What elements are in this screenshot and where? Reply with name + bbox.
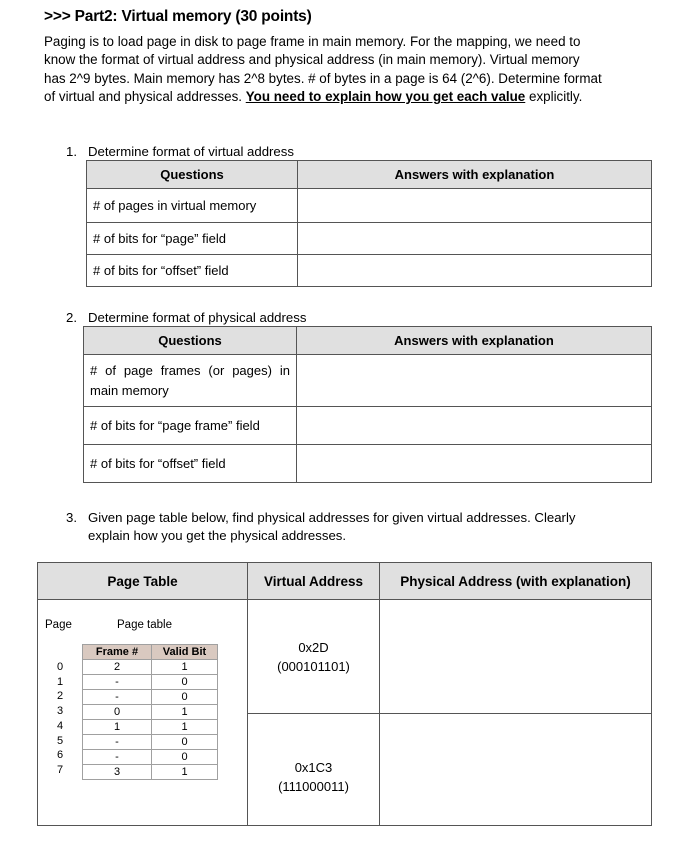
- pt-frame: -: [83, 750, 152, 765]
- pt-frame: 0: [83, 705, 152, 720]
- page-number: 2: [56, 690, 64, 703]
- q1-answer-offset-bits[interactable]: [298, 255, 652, 287]
- va1-bin: (000101101): [277, 658, 350, 674]
- q2-table: [83, 326, 652, 483]
- q1-answer-pages[interactable]: [298, 189, 652, 223]
- page-number: 5: [56, 734, 64, 747]
- q2-answer-frames[interactable]: [297, 355, 652, 407]
- pt-row: [83, 660, 218, 675]
- pt-frame: 2: [83, 660, 152, 675]
- pt-valid: 1: [152, 720, 218, 735]
- q1-row-offset-bits: # of bits for “offset” field: [87, 255, 298, 287]
- q3-col-virtual: Virtual Address: [248, 563, 380, 600]
- pt-row: [83, 750, 218, 765]
- pt-row: [83, 720, 218, 735]
- q2-answer-frame-bits[interactable]: [297, 407, 652, 445]
- pt-col-valid: Valid Bit: [152, 645, 218, 660]
- q1-title-text: Determine format of virtual address: [88, 144, 294, 159]
- q2-col-questions: Questions: [84, 327, 297, 355]
- q1-row-pages: # of pages in virtual memory: [87, 189, 298, 223]
- virtual-address-2: [248, 714, 380, 826]
- virtual-address-1: [248, 600, 380, 714]
- pt-frame: -: [83, 735, 152, 750]
- q3-title: [66, 509, 626, 545]
- q2-title: [66, 310, 306, 325]
- pt-row: [83, 675, 218, 690]
- intro-tail: explicitly.: [529, 89, 583, 105]
- part-heading: >>> Part2: Virtual memory (30 points): [44, 8, 312, 25]
- q3-col-physical: Physical Address (with explanation): [380, 563, 652, 600]
- pt-valid: 1: [152, 705, 218, 720]
- q2-answer-offset-bits[interactable]: [297, 445, 652, 483]
- pt-valid: 0: [152, 675, 218, 690]
- pt-frame: -: [83, 690, 152, 705]
- q1-table: [86, 160, 652, 287]
- page-label: Page: [45, 619, 72, 631]
- page-number: 1: [56, 675, 64, 688]
- pt-col-frame: Frame #: [83, 645, 152, 660]
- q2-title-text: Determine format of physical address: [88, 310, 307, 325]
- intro-paragraph: [44, 33, 604, 107]
- q2-col-answers: Answers with explanation: [297, 327, 652, 355]
- pt-valid: 0: [152, 735, 218, 750]
- physical-address-2-answer[interactable]: [380, 714, 652, 826]
- va2-bin: (111000011): [278, 779, 349, 794]
- q1-col-questions: Questions: [87, 161, 298, 189]
- pt-row: [83, 765, 218, 780]
- q2-number: 2.: [66, 310, 77, 325]
- page-number: 0: [56, 661, 64, 673]
- pt-valid: 0: [152, 690, 218, 705]
- pt-row: [83, 735, 218, 750]
- q1-number: 1.: [66, 144, 77, 159]
- page-table-label: Page table: [117, 619, 172, 631]
- intro-emphasis: You need to explain how you get each value: [245, 89, 526, 105]
- page-number: 3: [56, 705, 64, 718]
- va1-hex: 0x2D: [298, 639, 329, 655]
- page-number: 7: [56, 763, 64, 776]
- pt-valid: 0: [152, 750, 218, 765]
- pt-frame: 3: [83, 765, 152, 780]
- physical-address-1-answer[interactable]: [380, 600, 652, 714]
- pt-valid: 1: [152, 660, 218, 675]
- q1-answer-page-bits[interactable]: [298, 223, 652, 255]
- page-number: 4: [56, 719, 64, 732]
- q1-row-page-bits: # of bits for “page” field: [87, 223, 298, 255]
- q3-col-page-table: Page Table: [38, 563, 248, 600]
- pt-valid: 1: [152, 765, 218, 780]
- page-number-list: [55, 660, 65, 778]
- q2-row-frame-bits: # of bits for “page frame” field: [84, 407, 297, 445]
- q2-row-offset-bits: # of bits for “offset” field: [84, 445, 297, 483]
- intro-text: Paging is to load page in disk to page frame in main memory. For the mapping, we need to know the format of virtual address and physical address (in main memory). Virtual memory has 2^9 bytes. Main memory has 2^8 bytes. # of bytes in a page is 64 (2^6). Determine format of virtual and physical addresses.: [44, 34, 602, 105]
- q3-title-text: Given page table below, find physical addresses for given virtual addresses. Clearly explain how you get the physical addresses.: [88, 510, 576, 543]
- page-table-figure: [82, 644, 218, 780]
- pt-frame: -: [83, 675, 152, 690]
- va2-hex: 0x1C3: [294, 760, 333, 775]
- q1-title: [66, 144, 294, 159]
- pt-row: [83, 690, 218, 705]
- pt-row: [83, 705, 218, 720]
- pt-frame: 1: [83, 720, 152, 735]
- q3-number: 3.: [66, 510, 77, 525]
- q2-row-frames: # of page frames (or pages) in main memory: [84, 355, 297, 407]
- q1-col-answers: Answers with explanation: [298, 161, 652, 189]
- page-number: 6: [56, 749, 64, 762]
